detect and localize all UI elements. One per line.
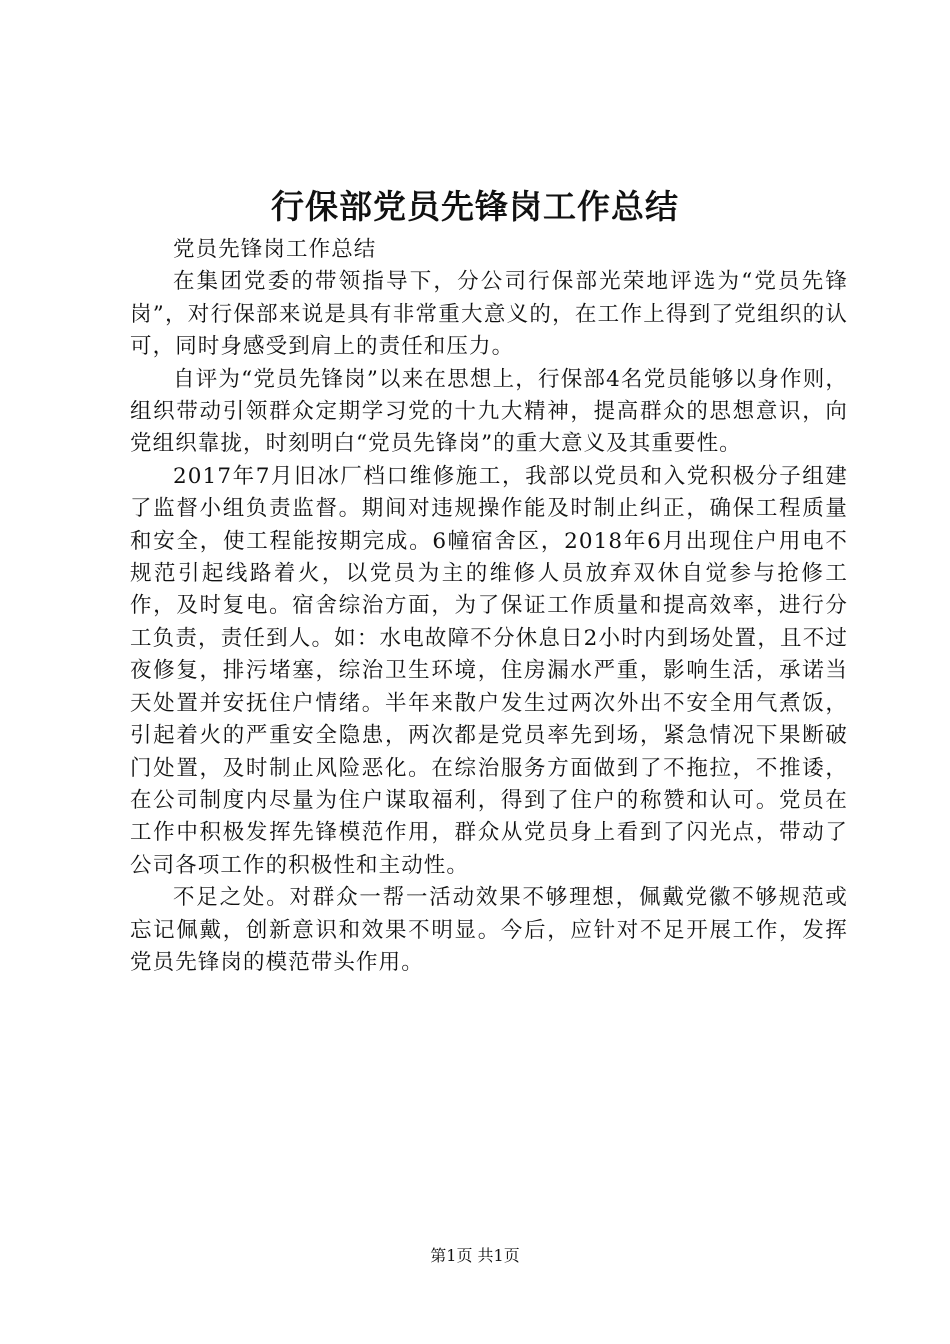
paragraph-work-details: 2017年7月旧冰厂档口维修施工，我部以党员和入党积极分子组建了监督小组负责监督。期间对违规操作能及时制止纠正，确保工程质量和安全，使工程能按期完成。6幢宿舍区，2018年6月出现住户用电不规范引起线路着火，以党员为主的维修人员放弃双休自觉参与抢修工作，及时复电。宿舍综治方面，为了保证工作质量和提高效率，进行分工负责，责任到人。如：水电故障不分休息日2小时内到场处置，且不过夜修复，排污堵塞，综治卫生环境，住房漏水严重，影响生活，承诺当天处置并安抚住户情绪。半年来散户发生过两次外出不安全用气煮饭，引起着火的严重安全隐患，两次都是党员率先到场，紧急情况下果断破门处置，及时制止风险恶化。在综治服务方面做到了不拖拉，不推诿，在公司制度内尽量为住户谋取福利，得到了住户的称赞和认可。党员在工作中积极发挥先锋模范作用，群众从党员身上看到了闪光点，带动了公司各项工作的积极性和主动性。 <box>130 463 848 878</box>
paragraph-ideology: 自评为“党员先锋岗”以来在思想上，行保部4名党员能够以身作则，组织带动引领群众定期学习党的十九大精神，提高群众的思想意识，向党组织靠拢，时刻明白“党员先锋岗”的重大意义及其重要性。 <box>130 366 848 457</box>
page-footer: 第1页 共1页 <box>430 1246 520 1265</box>
document-title: 行保部党员先锋岗工作总结 <box>271 187 679 226</box>
document-body <box>130 234 848 979</box>
paragraph-shortcomings: 不足之处。对群众一帮一活动效果不够理想，佩戴党徽不够规范或忘记佩戴，创新意识和效果不明显。今后，应针对不足开展工作，发挥党员先锋岗的模范带头作用。 <box>130 885 848 975</box>
document-subtitle: 党员先锋岗工作总结 <box>173 237 377 262</box>
paragraph-intro: 在集团党委的带领指导下，分公司行保部光荣地评选为“党员先锋岗”，对行保部来说是具有非常重大意义的，在工作上得到了党组织的认可，同时身感受到肩上的责任和压力。 <box>130 269 848 360</box>
